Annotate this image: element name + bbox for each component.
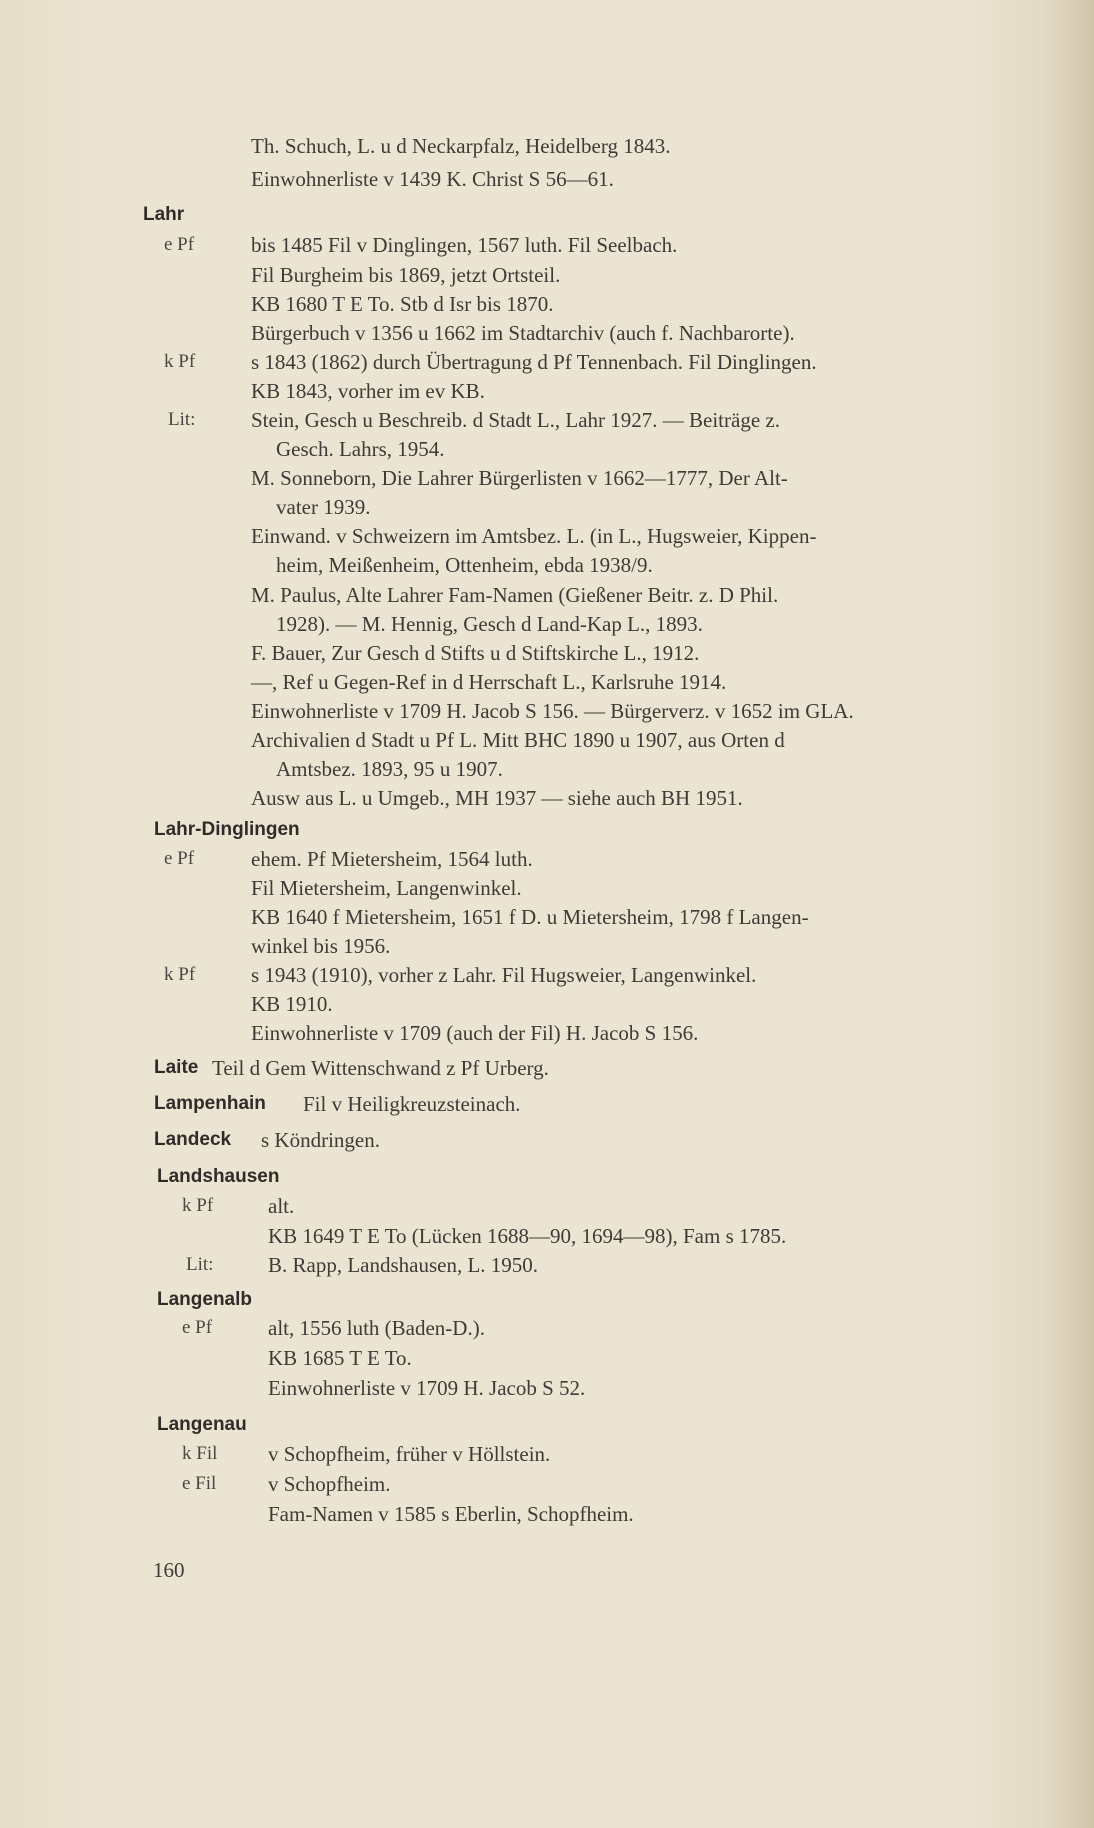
category-label: e Pf [164,848,195,869]
entry-text: Einwohnerliste v 1709 (auch der Fil) H. Jacob S 156. [251,1021,699,1045]
text-line [0,960,1094,990]
entry-text: Bürgerbuch v 1356 u 1662 im Stadtarchiv (auch f. Nachbarorte). [251,321,795,345]
text-line [0,696,1094,726]
entry-text: Fam-Namen v 1585 s Eberlin, Schopfheim. [268,1502,634,1526]
entry-text: bis 1485 Fil v Dinglingen, 1567 luth. Fil Seelbach. [251,233,678,257]
entry-text: M. Paulus, Alte Lahrer Fam-Namen (Gießener Beitr. z. D Phil. [251,583,779,607]
entry-heading-line [0,1162,1094,1192]
entry-text: winkel bis 1956. [251,934,391,958]
text-line [0,638,1094,668]
entry-text: KB 1843, vorher im ev KB. [251,379,485,403]
text-line [0,550,1094,580]
text-line [0,931,1094,961]
entry-text: v Schopfheim, früher v Höllstein. [268,1442,551,1466]
category-label: Lit: [168,409,196,430]
text-line [0,754,1094,784]
entry-text: M. Sonneborn, Die Lahrer Bürgerlisten v 1662—1777, Der Alt- [251,466,788,490]
entry-text: KB 1640 f Mietersheim, 1651 f D. u Mietersheim, 1798 f Langen- [251,905,809,929]
text-line [0,725,1094,755]
entry-heading-line [0,1410,1094,1440]
category-label: Lit: [186,1254,214,1275]
text-line [0,580,1094,610]
entry-text: Gesch. Lahrs, 1954. [276,437,445,461]
entry-text: vater 1939. [276,495,371,519]
text-line [0,1469,1094,1499]
entry-heading-laite: Laite [154,1057,199,1078]
entry-text: 1928). — M. Hennig, Gesch d Land-Kap L., 1893. [276,612,703,636]
entry-text: Fil Burgheim bis 1869, jetzt Ortsteil. [251,263,561,287]
entry-text: s Köndringen. [261,1128,380,1152]
entry-text: Archivalien d Stadt u Pf L. Mitt BHC 1890 u 1907, aus Orten d [251,728,785,752]
text-line [0,783,1094,813]
entry-text: KB 1680 T E To. Stb d Isr bis 1870. [251,292,554,316]
entry-text: Stein, Gesch u Beschreib. d Stadt L., Lahr 1927. — Beiträge z. [251,408,780,432]
entry-text: KB 1685 T E To. [268,1346,412,1370]
entry-text: Einwohnerliste v 1439 K. Christ S 56—61. [251,167,614,191]
entry-text: v Schopfheim. [268,1472,391,1496]
text-line [0,1499,1094,1529]
category-label: k Pf [182,1195,214,1216]
entry-heading-landshausen: Landshausen [157,1166,280,1187]
text-line [0,1125,1094,1155]
entry-heading-lahr-dinglingen: Lahr-Dinglingen [154,819,300,840]
entry-heading-line [0,200,1094,230]
text-line [0,405,1094,435]
text-line [0,492,1094,522]
entry-heading-langenau: Langenau [157,1414,247,1435]
text-line [0,1343,1094,1373]
text-line [0,902,1094,932]
entry-text: Einwohnerliste v 1709 H. Jacob S 156. — Bürgerverz. v 1652 im GLA. [251,699,854,723]
text-line [0,347,1094,377]
text-line [0,1221,1094,1251]
text-line [0,230,1094,260]
text-line [0,521,1094,551]
entry-heading-landeck: Landeck [154,1129,232,1150]
entry-heading-langenalb: Langenalb [157,1289,253,1310]
text-line [0,463,1094,493]
entry-heading-lahr: Lahr [143,204,185,225]
text-line [0,1313,1094,1343]
entry-text: F. Bauer, Zur Gesch d Stifts u d Stiftskirche L., 1912. [251,641,700,665]
category-label: e Fil [182,1473,217,1494]
text-line [0,164,1094,194]
text-line [0,318,1094,348]
text-line [0,1018,1094,1048]
text-line [0,376,1094,406]
text-line [0,1089,1094,1119]
text-line [0,260,1094,290]
entry-heading-line [0,815,1094,845]
entry-text: B. Rapp, Landshausen, L. 1950. [268,1253,539,1277]
entry-text: heim, Meißenheim, Ottenheim, ebda 1938/9. [276,553,653,577]
entry-text: Einwohnerliste v 1709 H. Jacob S 52. [268,1376,586,1400]
entry-text: KB 1649 T E To (Lücken 1688—90, 1694—98), Fam s 1785. [268,1224,787,1248]
entry-text: Fil v Heiligkreuzsteinach. [303,1092,521,1116]
text-line [0,1439,1094,1469]
entry-text: Teil d Gem Wittenschwand z Pf Urberg. [212,1056,549,1080]
entry-text: alt. [268,1194,295,1218]
entry-text: KB 1910. [251,992,333,1016]
text-line [0,667,1094,697]
entry-heading-lampenhain: Lampenhain [154,1093,266,1114]
text-line [0,609,1094,639]
entry-text: Ausw aus L. u Umgeb., MH 1937 — siehe auch BH 1951. [251,786,743,810]
page-number: 160 [153,1558,185,1582]
text-line [0,1191,1094,1221]
text-line [0,434,1094,464]
category-label: k Pf [164,351,196,372]
category-label: k Pf [164,964,196,985]
text-line [0,844,1094,874]
category-label: k Fil [182,1443,218,1464]
entry-text: alt, 1556 luth (Baden-D.). [268,1316,485,1340]
entry-text: s 1843 (1862) durch Übertragung d Pf Tennenbach. Fil Dinglingen. [251,350,817,374]
entry-text: —, Ref u Gegen-Ref in d Herrschaft L., Karlsruhe 1914. [251,670,727,694]
text-line [0,989,1094,1019]
text-line [0,289,1094,319]
text-line [0,873,1094,903]
text-line [0,131,1094,161]
category-label: e Pf [182,1317,213,1338]
entry-text: ehem. Pf Mietersheim, 1564 luth. [251,847,533,871]
entry-text: s 1943 (1910), vorher z Lahr. Fil Hugsweier, Langenwinkel. [251,963,757,987]
entry-text: Einwand. v Schweizern im Amtsbez. L. (in L., Hugsweier, Kippen- [251,524,817,548]
entry-text: Fil Mietersheim, Langenwinkel. [251,876,522,900]
text-line [0,1053,1094,1083]
entry-text: Th. Schuch, L. u d Neckarpfalz, Heidelberg 1843. [251,134,671,158]
entry-heading-line [0,1285,1094,1315]
text-line [0,1250,1094,1280]
text-line [0,1373,1094,1403]
category-label: e Pf [164,234,195,255]
entry-text: Amtsbez. 1893, 95 u 1907. [276,757,503,781]
